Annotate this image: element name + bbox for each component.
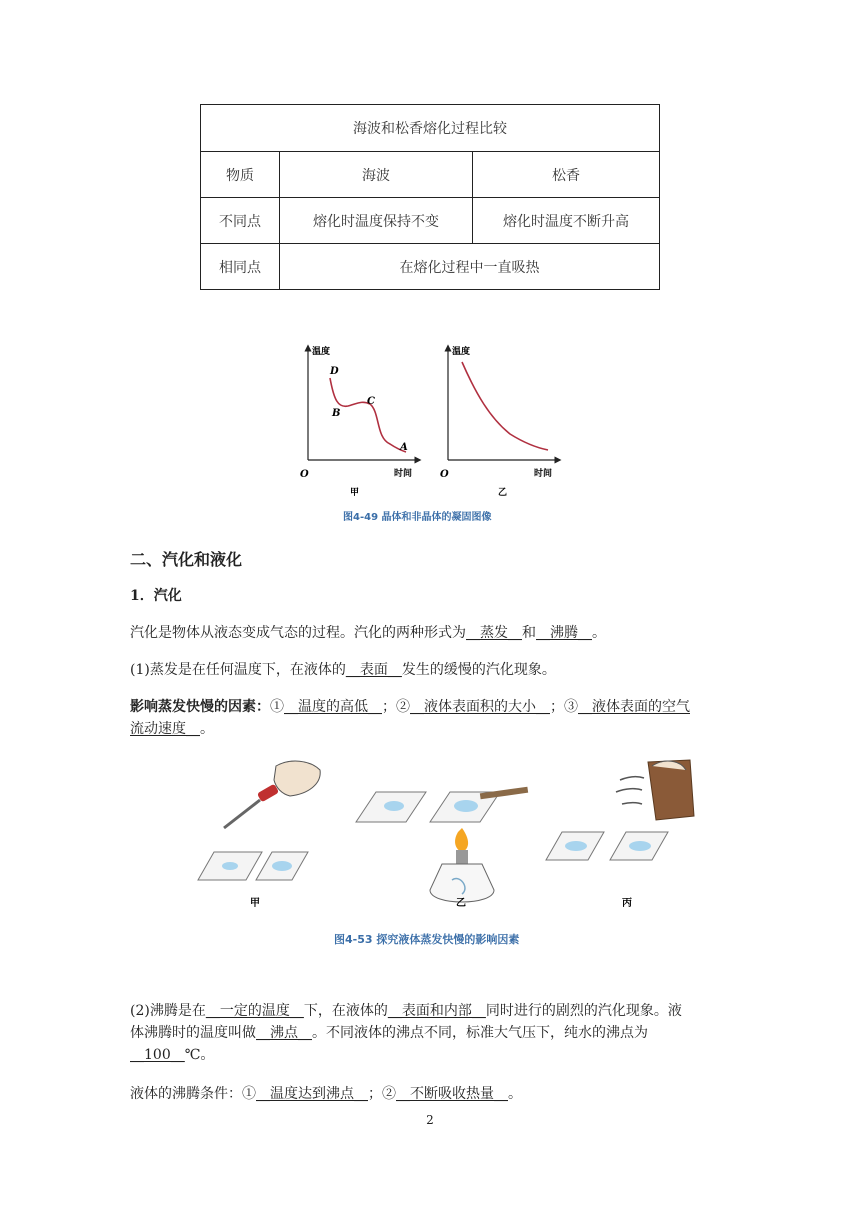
blank-answer: __液体表面的空气 — [578, 699, 690, 715]
x-label-left: 时间 — [394, 469, 413, 479]
origin-right: O — [440, 469, 449, 480]
blank-answer: __不断吸收热量__ — [396, 1086, 508, 1102]
x-label-right: 时间 — [534, 469, 553, 479]
point-d: D — [330, 366, 339, 377]
blank-answer: __蒸发__ — [466, 625, 522, 641]
origin-left: O — [300, 469, 309, 480]
table-title: 海波和松香熔化过程比较 — [201, 105, 660, 152]
page-number: 2 — [426, 1113, 434, 1127]
figure-caption-1: 图4-49 晶体和非晶体的凝固图像 — [343, 512, 492, 523]
blank-answer: __表面和内部__ — [387, 1003, 486, 1019]
point-b: B — [332, 408, 341, 419]
alcohol-lamp-illustration — [356, 787, 528, 902]
table-cell: 海波 — [280, 152, 473, 198]
label-yi: 乙 — [498, 488, 508, 498]
blank-answer: __液体表面积的大小__ — [410, 699, 550, 715]
y-label-right: 温度 — [452, 347, 471, 357]
comparison-table — [200, 104, 660, 290]
label-bing: 丙 — [622, 898, 632, 909]
amorphous-curve — [462, 362, 548, 450]
section-heading: 二、汽化和液化 — [130, 550, 243, 569]
fan-illustration — [546, 760, 694, 860]
table-cell: 熔化时温度不断升高 — [473, 198, 660, 244]
paragraph-factors: 影响蒸发快慢的因素：①__温度的高低__；②__液体表面积的大小__；③__液体表面的空气 流动速度__。 — [130, 699, 690, 737]
blank-answer: __100__ — [130, 1047, 185, 1063]
table-cell: 不同点 — [201, 198, 280, 244]
blank-answer: __一定的温度__ — [205, 1003, 304, 1019]
blank-answer: __沸腾__ — [536, 625, 592, 641]
blank-answer: __温度达到沸点__ — [256, 1086, 368, 1102]
table-cell: 熔化时温度保持不变 — [280, 198, 473, 244]
point-c: C — [367, 396, 375, 407]
blank-answer: __沸点__ — [256, 1025, 312, 1041]
label-jia: 甲 — [250, 898, 260, 909]
crystal-curve — [330, 378, 406, 452]
solidification-figure — [290, 338, 570, 528]
blank-answer: __温度的高低__ — [284, 699, 382, 715]
label-jia: 甲 — [350, 488, 360, 498]
blank-answer: __表面__ — [345, 662, 402, 678]
table-cell: 相同点 — [201, 244, 280, 290]
evaporation-figure — [190, 750, 710, 920]
table-cell: 松香 — [473, 152, 660, 198]
figure-caption-2: 图4-53 探究液体蒸发快慢的影响因素 — [334, 933, 520, 946]
subsection-heading: 1．汽化 — [130, 588, 182, 604]
paragraph-boiling-conditions: 液体的沸腾条件：①__温度达到沸点__；②__不断吸收热量__。 — [130, 1086, 522, 1102]
paragraph-boiling: (2)沸腾是在__一定的温度__下，在液体的__表面和内部__同时进行的剧烈的汽化现象。液 体沸腾时的温度叫做__沸点__。不同液体的沸点不同，标准大气压下，纯水的沸点为 __100__℃。 — [130, 1003, 682, 1063]
blank-answer: 流动速度__ — [130, 721, 200, 737]
table-cell: 在熔化过程中一直吸热 — [280, 244, 660, 290]
paragraph-evaporation: (1)蒸发是在任何温度下，在液体的__表面__发生的缓慢的汽化现象。 — [130, 662, 556, 678]
paragraph-vaporization: 汽化是物体从液态变成气态的过程。汽化的两种形式为__蒸发__和__沸腾__。 — [130, 625, 606, 641]
point-a: A — [400, 442, 408, 453]
y-label-left: 温度 — [312, 347, 331, 357]
table-cell: 物质 — [201, 152, 280, 198]
dropper-illustration — [198, 761, 320, 880]
label-yi: 乙 — [456, 898, 466, 909]
